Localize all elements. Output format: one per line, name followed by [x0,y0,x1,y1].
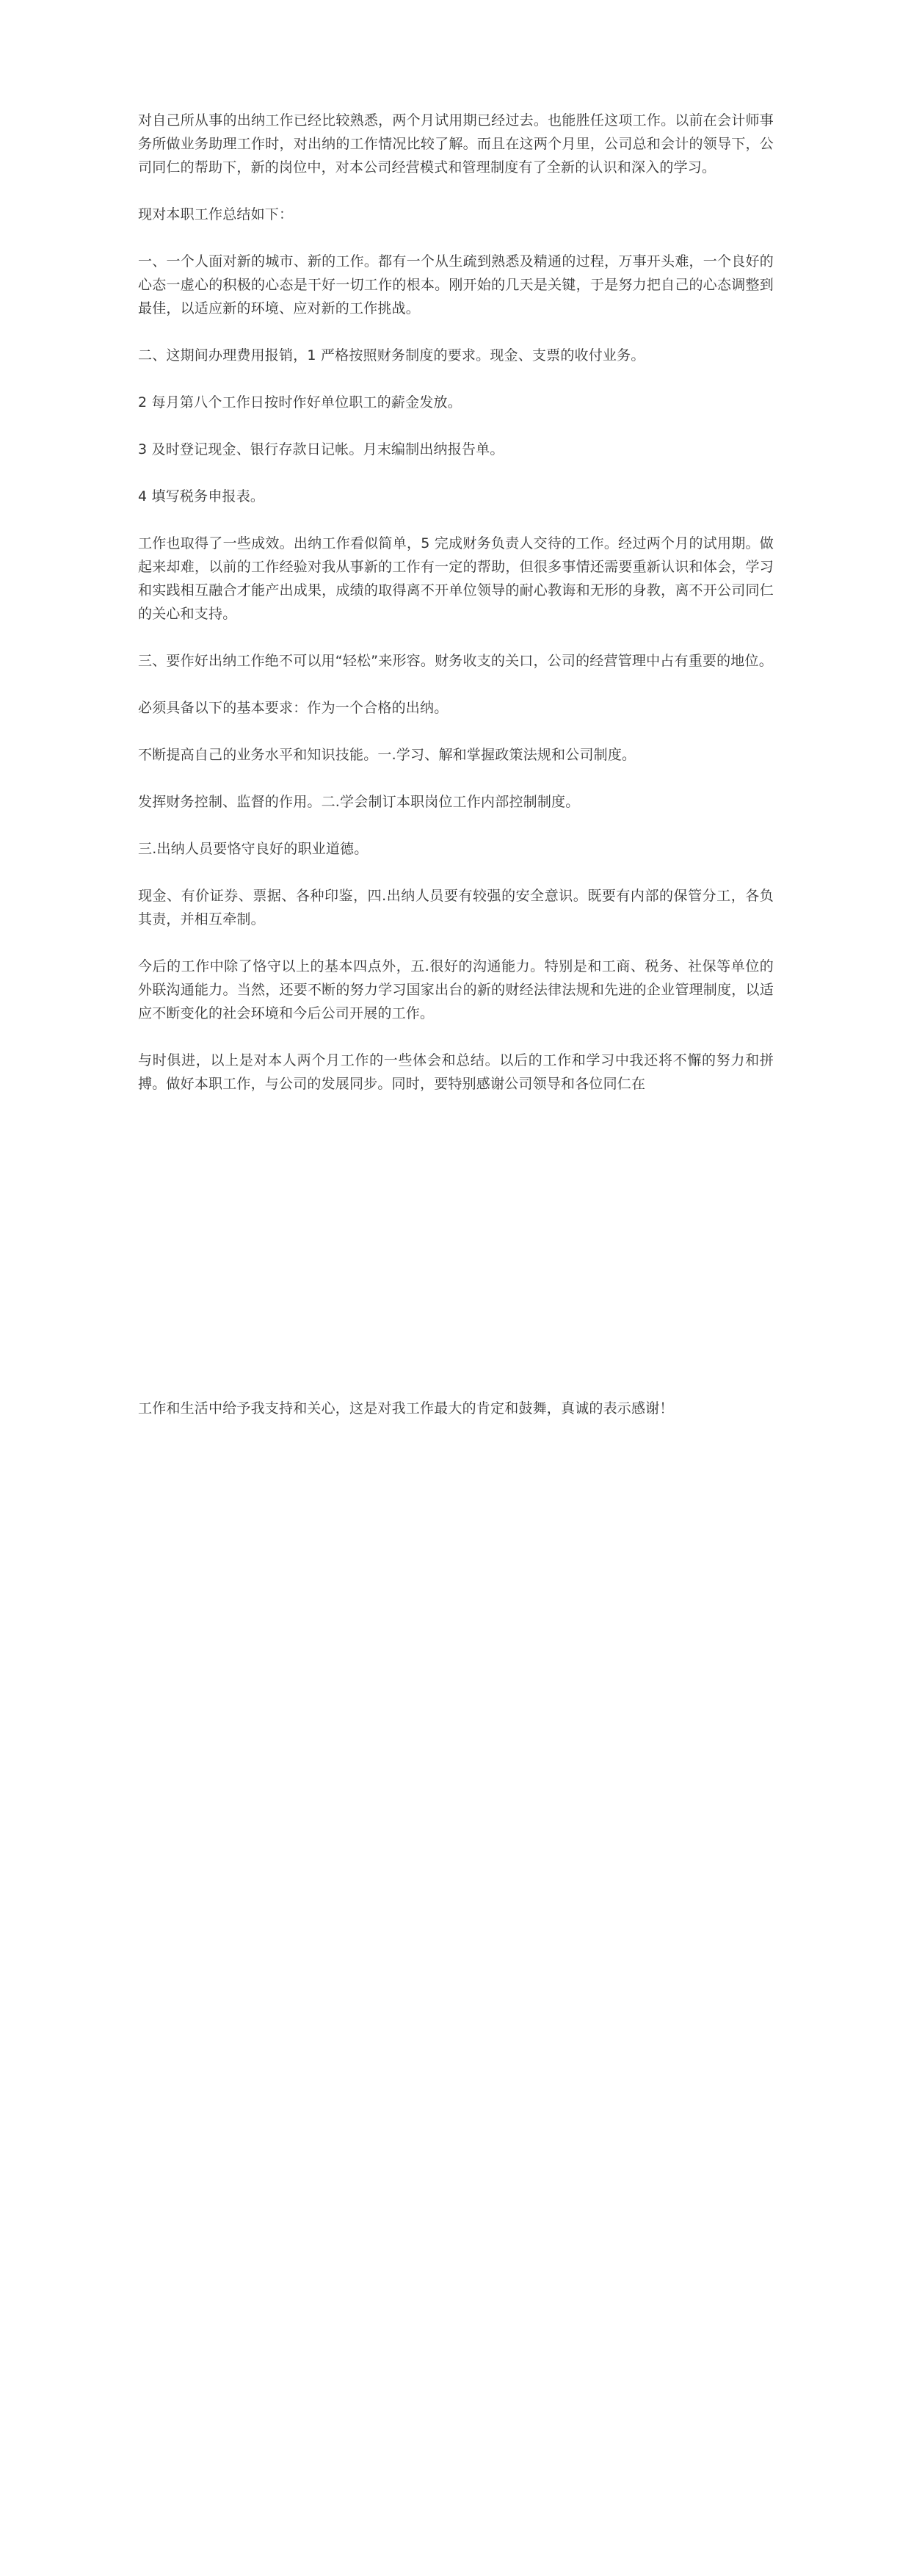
paragraph-section-three: 三、要作好出纳工作绝不可以用“轻松”来形容。财务收支的关口，公司的经营管理中占有重要的地位。 [138,653,773,669]
paragraph-results: 工作也取得了一些成效。出纳工作看似简单，5 完成财务负责人交待的工作。经过两个月的试用期。做起来却难，以前的工作经验对我从事新的工作有一定的帮助，但很多事情还需要重新认识和体会，学习和实践相互融合才能产出成果，成绩的取得离不开单位领导的耐心教诲和无形的身教，离不开公司同仁的关心和支持。 [138,535,774,622]
paragraph-item-four: 4 填写税务申报表。 [138,488,265,504]
paragraph-point-five: 今后的工作中除了恪守以上的基本四点外，五.很好的沟通能力。特别是和工商、税务、社保等单位的外联沟通能力。当然，还要不断的努力学习国家出台的新的财经法律法规和先进的企业管理制度，以适应不断变化的社会环境和今后公司开展的工作。 [138,958,774,1021]
paragraph-point-four: 现金、有价证券、票据、各种印鉴，四.出纳人员要有较强的安全意识。既要有内部的保管分工，各负其责，并相互牵制。 [138,888,774,927]
paragraph-point-two: 发挥财务控制、监督的作用。二.学会制订本职岗位工作内部控制制度。 [138,794,580,810]
paragraph-requirements: 必须具备以下的基本要求：作为一个合格的出纳。 [138,700,449,716]
paragraph-intro: 对自己所从事的出纳工作已经比较熟悉，两个月试用期已经过去。也能胜任这项工作。以前在会计师事务所做业务助理工作时，对出纳的工作情况比较了解。而且在这两个月里，公司总和会计的领导下，公司同仁的帮助下，新的岗位中，对本公司经营模式和管理制度有了全新的认识和深入的学习。 [138,112,774,176]
document-body [138,109,774,1119]
paragraph-closing: 工作和生活中给予我支持和关心，这是对我工作最大的肯定和鼓舞，真诚的表示感谢！ [138,1400,674,1417]
paragraph-point-three: 三.出纳人员要恪守良好的职业道德。 [138,841,369,857]
paragraph-conclusion: 与时俱进，以上是对本人两个月工作的一些体会和总结。以后的工作和学习中我还将不懈的努力和拼搏。做好本职工作，与公司的发展同步。同时，要特别感谢公司领导和各位同仁在 [138,1052,774,1092]
paragraph-item-two: 2 每月第八个工作日按时作好单位职工的薪金发放。 [138,394,462,410]
paragraph-section-two: 二、这期间办理费用报销，1 严格按照财务制度的要求。现金、支票的收付业务。 [138,347,645,363]
paragraph-point-one: 不断提高自己的业务水平和知识技能。一.学习、解和掌握政策法规和公司制度。 [138,747,636,763]
paragraph-section-one: 一、一个人面对新的城市、新的工作。都有一个从生疏到熟悉及精通的过程，万事开头难，一个良好的心态一虚心的积极的心态是干好一切工作的根本。刚开始的几天是关键，于是努力把自己的心态调整到最佳，以适应新的环境、应对新的工作挑战。 [138,253,774,316]
paragraph-summary-heading: 现对本职工作总结如下： [138,206,294,222]
paragraph-item-three: 3 及时登记现金、银行存款日记帐。月末编制出纳报告单。 [138,441,504,457]
